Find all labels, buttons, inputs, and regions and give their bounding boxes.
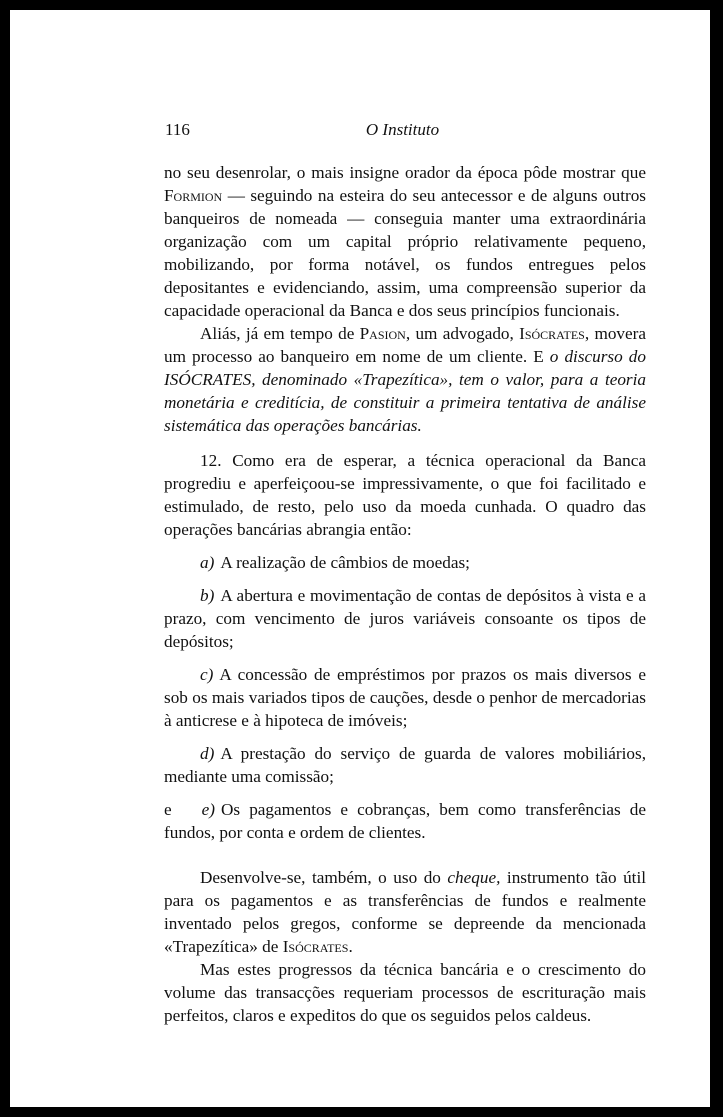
text-span: . xyxy=(348,937,353,956)
running-title: O Instituto xyxy=(365,120,440,139)
list-marker: a) xyxy=(200,553,215,572)
text-span: Aliás, já em tempo de xyxy=(200,324,360,343)
paragraph-4 xyxy=(164,866,646,958)
paragraph-5: Mas estes progressos da técnica bancária e o crescimento do volume das transacções requeriam processos de escrituração mais perfeitos, claros e expeditos do que os seguidos pelos caldeus. xyxy=(164,960,646,1025)
text-span: Desenvolve-se, também, o uso do xyxy=(200,868,448,887)
name-formion: Formion xyxy=(164,186,223,205)
name-isocrates: Isócrates xyxy=(282,937,349,956)
italic-quote: o discurso do ISÓCRATES, denominado «Trapezítica», tem o valor, para a teoria monetária e creditícia, de constituir a primeira tentativa de análise sistemática das operações bancárias. xyxy=(164,347,646,435)
list-item-d xyxy=(164,742,646,788)
list-marker: e) xyxy=(201,800,215,819)
text-span: — seguindo na esteira do seu antecessor e de alguns outros banqueiros de nomeada — conseguia manter uma extraordinária organização com um capital próprio relativamente pequeno, mobilizando, por forma notável, os fundos entregues pelos depositantes e evidenciando, assim, uma compreensão superior da capacidade operacional da Banca e dos seus princípios funcionais. xyxy=(164,186,646,320)
list-marker: c) xyxy=(200,665,214,684)
word-cheque: cheque, xyxy=(447,868,501,887)
list-text: A realização de câmbios de moedas; xyxy=(220,553,470,572)
name-pasion: Pasion xyxy=(359,324,406,343)
list-item-b xyxy=(164,584,646,653)
list-item-c xyxy=(164,663,646,732)
list-text: A abertura e movimentação de contas de depósitos à vista e a prazo, com vencimento de juros variáveis consoante os tipos de depósitos; xyxy=(164,586,646,651)
name-isocrates: Isócrates xyxy=(519,324,585,343)
text-span: no seu desenrolar, o mais insigne orador da época pôde mostrar que xyxy=(164,163,646,182)
body-text xyxy=(164,161,646,1027)
list-text: Os pagamentos e cobranças, bem como transferências de fundos, por conta e ordem de clientes. xyxy=(164,800,646,842)
paragraph-1 xyxy=(164,161,646,322)
paragraph-2 xyxy=(164,322,646,437)
text-span: instrumento tão útil para os pagamentos e as transferências de fundos e realmente inventado pelos gregos, conforme se depreende da mencionada «Trapezítica» de xyxy=(164,868,646,956)
text-span: , movera um processo ao banqueiro em nome de um cliente. E xyxy=(164,324,646,366)
list-text: A concessão de empréstimos por prazos os mais diversos e sob os mais variados tipos de cauções, desde o penhor de mercadorias à anticrese e à hipoteca de imóveis; xyxy=(164,665,646,730)
page-number: 116 xyxy=(165,120,190,139)
paragraph-3: 12. Como era de esperar, a técnica operacional da Banca progrediu e aperfeiçoou-se impressivamente, o que foi facilitado e estimulado, de resto, pelo uso da moeda cunhada. O quadro das operações bancárias abrangia então: xyxy=(164,451,646,539)
text-span: , um advogado, xyxy=(405,324,520,343)
list-marker: b) xyxy=(200,586,215,605)
list-marker: d) xyxy=(200,744,215,763)
list-text: A prestação do serviço de guarda de valores mobiliários, mediante uma comissão; xyxy=(164,744,646,786)
list-conjunction: e xyxy=(164,800,172,819)
book-page xyxy=(10,10,710,1107)
page-header xyxy=(165,120,640,144)
list-item-a xyxy=(164,551,646,574)
list-item-e xyxy=(164,798,646,844)
